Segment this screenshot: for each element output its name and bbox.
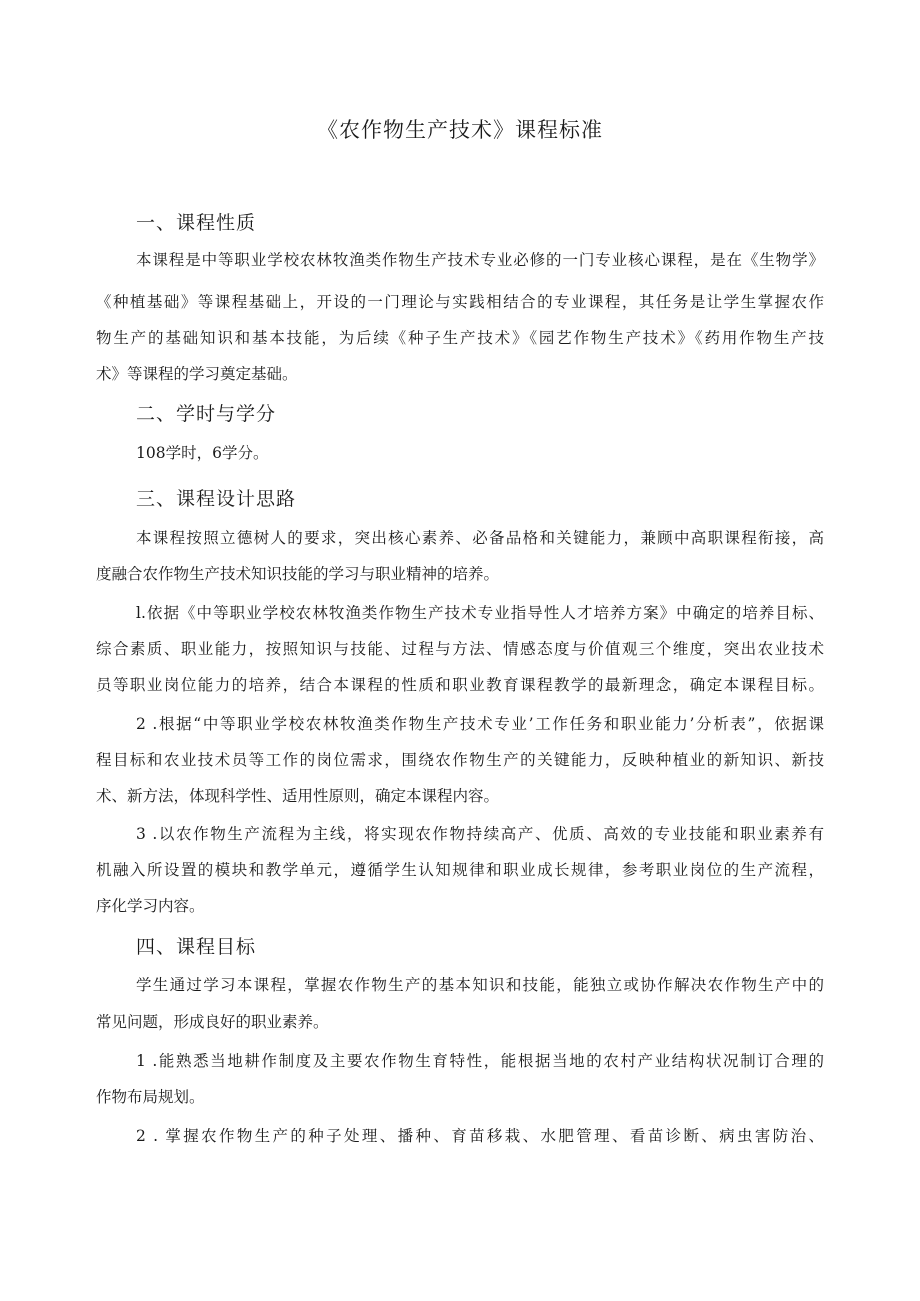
paragraph-line: 程目标和农业技术员等工作的岗位需求，围绕农作物生产的关键能力，反映种植业的新知识、新技 (96, 751, 824, 769)
paragraph-line: 108学时，6学分。 (136, 444, 269, 462)
paragraph-line: 序化学习内容。 (96, 897, 205, 915)
document-title: 《农作物生产技术》课程标准 (317, 118, 603, 142)
paragraph-line: 作物布局规划。 (96, 1088, 205, 1106)
section-heading-design: 三、课程设计思路 (136, 488, 297, 510)
paragraph-line: 《种植基础》等课程基础上，开设的一门理论与实践相结合的专业课程，其任务是让学生掌握农作 (96, 293, 824, 311)
paragraph-line: 2 .根据“中等职业学校农林牧渔类作物生产技术专业’工作任务和职业能力’分析表”，依据课 (136, 715, 824, 733)
paragraph-line: l.依据《中等职业学校农林牧渔类作物生产技术专业指导性人才培养方案》中确定的培养目标、 (136, 604, 824, 622)
section-heading-hours-credits: 二、学时与学分 (136, 403, 277, 425)
paragraph-line: 机融入所设置的模块和教学单元，遵循学生认知规律和职业成长规律，参考职业岗位的生产流程， (96, 861, 824, 879)
paragraph-line: 术、新方法，体现科学性、适用性原则，确定本课程内容。 (96, 787, 500, 805)
paragraph-line: 3 .以农作物生产流程为主线，将实现农作物持续高产、优质、高效的专业技能和职业素养有 (136, 825, 824, 843)
paragraph-line: 本课程按照立德树人的要求，突出核心素养、必备品格和关键能力，兼顾中高职课程衔接，高 (136, 529, 824, 547)
paragraph-line: 1 .能熟悉当地耕作制度及主要农作物生育特性，能根据当地的农村产业结构状况制订合理的 (136, 1052, 824, 1070)
paragraph-line: 学生通过学习本课程，掌握农作物生产的基本知识和技能，能独立或协作解决农作物生产中的 (136, 976, 824, 994)
paragraph-line: 常见问题，形成良好的职业素养。 (96, 1013, 329, 1031)
paragraph-line: 度融合农作物生产技术知识技能的学习与职业精神的培养。 (96, 565, 500, 583)
paragraph-line: 术》等课程的学习奠定基础。 (96, 365, 298, 383)
section-heading-objectives: 四、课程目标 (136, 936, 257, 958)
paragraph-line: 物生产的基础知识和基本技能，为后续《种子生产技术》《园艺作物生产技术》《药用作物生产技 (96, 329, 824, 347)
paragraph-line: 综合素质、职业能力，按照知识与技能、过程与方法、情感态度与价值观三个维度，突出农业技术 (96, 640, 824, 658)
paragraph-line: 员等职业岗位能力的培养，结合本课程的性质和职业教育课程教学的最新理念，确定本课程目标。 (96, 676, 824, 694)
section-heading-nature: 一、课程性质 (136, 212, 257, 234)
paragraph-line: 本课程是中等职业学校农林牧渔类作物生产技术专业必修的一门专业核心课程，是在《生物学》 (136, 251, 824, 269)
paragraph-line: 2 . 掌握农作物生产的种子处理、播种、育苗移栽、水肥管理、看苗诊断、病虫害防治、 (136, 1127, 824, 1145)
